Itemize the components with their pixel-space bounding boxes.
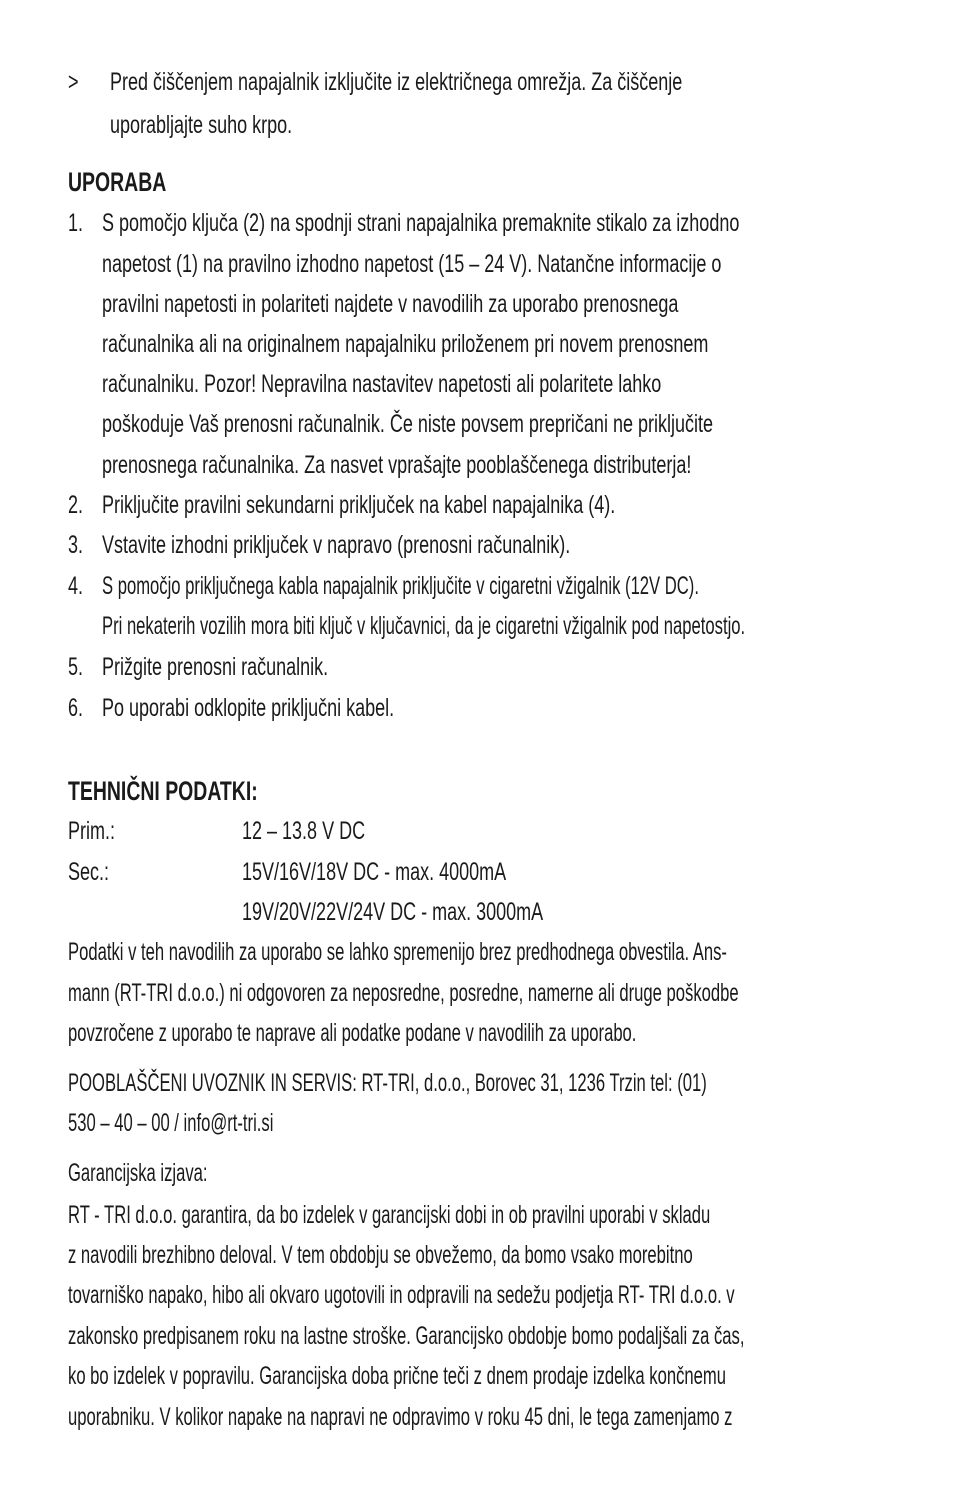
importer-line: POOBLAŠČENI UVOZNIK IN SERVIS: RT-TRI, d.o.o., Borovec 31, 1236 Trzin tel: (01) <box>68 1069 707 1097</box>
list-item-text: računalnika ali na originalnem napajalniku priloženem pri novem prenosnem <box>102 330 709 358</box>
disclaimer-line: Podatki v teh navodilih za uporabo se lahko spremenijo brez predhodnega obvestila. Ans- <box>68 938 727 966</box>
intro-line: uporabljajte suho krpo. <box>110 111 293 139</box>
tech-heading: TEHNIČNI PODATKI: <box>68 776 258 806</box>
usage-heading: UPORABA <box>68 167 167 197</box>
list-item-text: Vstavite izhodni priključek v napravo (prenosni računalnik). <box>102 531 571 559</box>
list-item-text: Pri nekaterih vozilih mora biti ključ v ključavnici, da je cigaretni vžigalnik pod napetostjo. <box>102 612 746 640</box>
sec-label: Sec.: <box>68 858 110 886</box>
warranty-line: z navodili brezhibno deloval. V tem obdobju se obvežemo, da bomo vsako morebitno <box>68 1241 693 1269</box>
list-item-number: 6. <box>68 694 84 722</box>
disclaimer-line: mann (RT-TRI d.o.o.) ni odgovoren za neposredne, posredne, namerne ali druge poškodbe <box>68 979 739 1007</box>
warranty-line: RT - TRI d.o.o. garantira, da bo izdelek v garancijski dobi in ob pravilni uporabi v skladu <box>68 1201 711 1229</box>
list-item-text: napetost (1) na pravilno izhodno napetost (15 – 24 V). Natančne informacije o <box>102 250 722 278</box>
list-item-text: Priključite pravilni sekundarni priključek na kabel napajalnika (4). <box>102 491 616 519</box>
list-item-number: 2. <box>68 491 84 519</box>
list-item-text: računalniku. Pozor! Nepravilna nastavitev napetosti ali polaritete lahko <box>102 370 662 398</box>
list-item-number: 5. <box>68 653 84 681</box>
list-item-number: 3. <box>68 531 84 559</box>
warranty-heading: Garancijska izjava: <box>68 1159 208 1187</box>
warranty-line: ko bo izdelek v popravilu. Garancijska doba prične teči z dnem prodaje izdelka končnemu <box>68 1362 726 1390</box>
list-item-text: pravilni napetosti in polariteti najdete v navodilih za uporabo prenosnega <box>102 290 679 318</box>
warranty-line: uporabniku. V kolikor napake na napravi ne odpravimo v roku 45 dni, le tega zamenjamo z <box>68 1403 733 1431</box>
warranty-line: tovarniško napako, hibo ali okvaro ugotovili in odpravili na sedežu podjetja RT- TRI d.o.o. v <box>68 1281 735 1309</box>
prim-value: 12 – 13.8 V DC <box>242 817 366 845</box>
intro-bullet-marker: > <box>68 68 79 96</box>
list-item-text: S pomočjo ključa (2) na spodnji strani napajalnika premaknite stikalo za izhodno <box>102 209 740 237</box>
warranty-line: zakonsko predpisanem roku na lastne stroške. Garancijsko obdobje bomo podaljšali za čas, <box>68 1322 745 1350</box>
list-item-text: prenosnega računalnika. Za nasvet vprašajte pooblaščenega distributerja! <box>102 451 692 479</box>
sec-value: 15V/16V/18V DC - max. 4000mA <box>242 858 507 886</box>
intro-line: Pred čiščenjem napajalnik izključite iz električnega omrežja. Za čiščenje <box>110 68 683 96</box>
list-item-text: S pomočjo priključnega kabla napajalnik priključite v cigaretni vžigalnik (12V DC). <box>102 572 699 600</box>
list-item-number: 4. <box>68 572 84 600</box>
prim-label: Prim.: <box>68 817 116 845</box>
list-item-text: poškoduje Vaš prenosni računalnik. Če niste povsem prepričani ne priključite <box>102 410 713 438</box>
importer-line: 530 – 40 – 00 / info@rt-tri.si <box>68 1109 274 1137</box>
list-item-text: Po uporabi odklopite priključni kabel. <box>102 694 395 722</box>
list-item-number: 1. <box>68 209 84 237</box>
sec-value: 19V/20V/22V/24V DC - max. 3000mA <box>242 898 544 926</box>
list-item-text: Prižgite prenosni računalnik. <box>102 653 329 681</box>
disclaimer-line: povzročene z uporabo te naprave ali podatke podane v navodilih za uporabo. <box>68 1019 637 1047</box>
